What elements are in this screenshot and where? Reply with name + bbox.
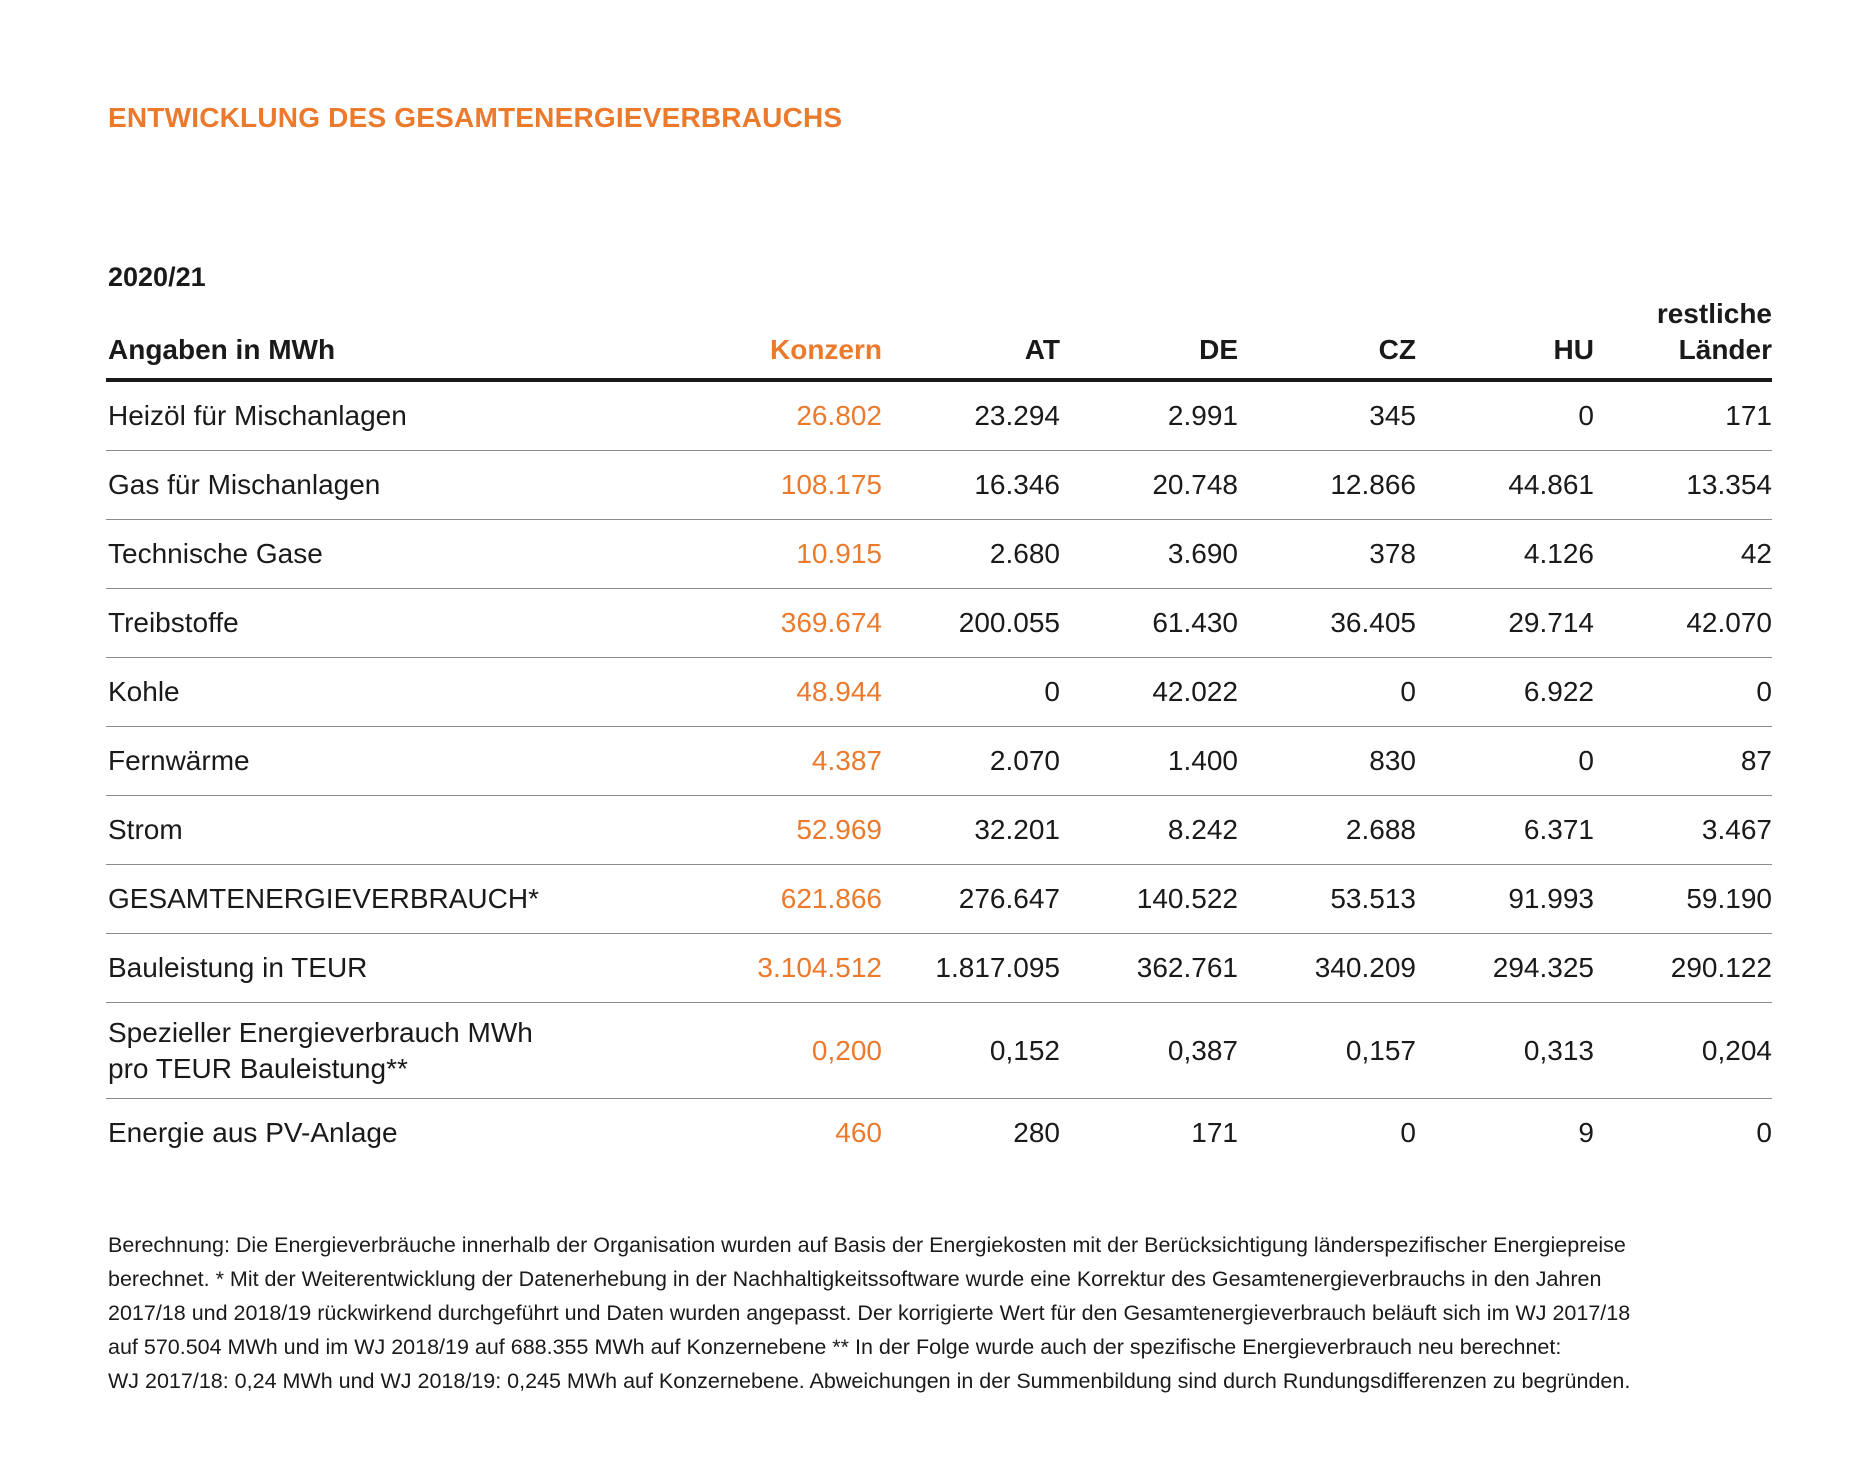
row-label: Heizöl für Mischanlagen xyxy=(106,380,634,451)
cell-cz: 36.405 xyxy=(1238,589,1416,658)
table-row xyxy=(106,727,1772,796)
cell-at: 32.201 xyxy=(882,796,1060,865)
cell-de: 171 xyxy=(1191,1117,1238,1148)
cell-de: 8.242 xyxy=(1060,796,1238,865)
cell-rest: 290.122 xyxy=(1594,934,1772,1003)
row-label: Treibstoffe xyxy=(106,589,634,658)
cell-at: 23.294 xyxy=(882,380,1060,451)
cell-cz: 12.866 xyxy=(1238,451,1416,520)
cell-hu: 9 xyxy=(1578,1117,1594,1148)
header-cz: CZ xyxy=(1238,296,1416,380)
cell-cz: 0,157 xyxy=(1238,1003,1416,1099)
cell-cz: 2.688 xyxy=(1238,796,1416,865)
cell-de: 140.522 xyxy=(1060,865,1238,934)
cell-at: 0,152 xyxy=(882,1003,1060,1099)
cell-de: 362.761 xyxy=(1060,934,1238,1003)
cell-konzern: 108.175 xyxy=(634,451,882,520)
cell-at: 1.817.095 xyxy=(882,934,1060,1003)
footnote-line: 2017/18 und 2018/19 rückwirkend durchgeführt und Daten wurden angepasst. Der korrigierte Wert für den Gesamtenergieverbrauch beläuft sich im WJ 2017/18 xyxy=(108,1301,1631,1325)
header-hu: HU xyxy=(1416,296,1594,380)
footnote-line: Berechnung: Die Energieverbräuche innerhalb der Organisation wurden auf Basis der Energiekosten mit der Berücksichtigung länderspezifischer Energiepreise xyxy=(108,1233,1626,1257)
footnote-line: WJ 2017/18: 0,24 MWh und WJ 2018/19: 0,245 MWh auf Konzernebene. Abweichungen in der Summenbildung sind durch Rundungsdifferenzen zu begründen. xyxy=(108,1369,1631,1393)
cell-cz: 0 xyxy=(1238,658,1416,727)
cell-de: 1.400 xyxy=(1060,727,1238,796)
table-row xyxy=(106,380,1772,451)
cell-de: 2.991 xyxy=(1060,380,1238,451)
table-row xyxy=(106,934,1772,1003)
row-label: Bauleistung in TEUR xyxy=(106,934,634,1003)
row-label xyxy=(106,1003,634,1099)
footnote xyxy=(108,1228,1788,1398)
cell-hu: 0,313 xyxy=(1416,1003,1594,1099)
table-row xyxy=(106,658,1772,727)
header-rest-line1: restliche xyxy=(1656,298,1772,329)
table-row xyxy=(106,451,1772,520)
cell-cz: 53.513 xyxy=(1238,865,1416,934)
row-label: Fernwärme xyxy=(106,727,634,796)
cell-cz: 830 xyxy=(1238,727,1416,796)
header-unit-label: Angaben in MWh xyxy=(106,296,634,380)
cell-at: 2.070 xyxy=(882,727,1060,796)
cell-at: 276.647 xyxy=(882,865,1060,934)
page-title: ENTWICKLUNG DES GESAMTENERGIEVERBRAUCHS xyxy=(108,102,843,133)
row-label-line1: Spezieller Energieverbrauch MWh xyxy=(108,1016,533,1048)
cell-de: 3.690 xyxy=(1060,520,1238,589)
cell-rest: 171 xyxy=(1594,380,1772,451)
cell-hu: 91.993 xyxy=(1416,865,1594,934)
cell-hu: 4.126 xyxy=(1416,520,1594,589)
table-row xyxy=(106,865,1772,934)
cell-hu: 44.861 xyxy=(1416,451,1594,520)
footnote-line: berechnet. * Mit der Weiterentwicklung der Datenerhebung in der Nachhaltigkeitssoftware wurde eine Korrektur des Gesamtenergieverbrauchs in den Jahren xyxy=(108,1267,1602,1291)
table-header-row xyxy=(106,296,1772,380)
cell-cz: 0 xyxy=(1400,1117,1416,1148)
cell-rest: 59.190 xyxy=(1594,865,1772,934)
cell-konzern: 10.915 xyxy=(634,520,882,589)
header-at: AT xyxy=(882,296,1060,380)
row-label: Technische Gase xyxy=(106,520,634,589)
header-konzern: Konzern xyxy=(634,296,882,380)
row-label: GESAMTENERGIEVERBRAUCH* xyxy=(106,865,634,934)
cell-rest: 13.354 xyxy=(1594,451,1772,520)
cell-at: 16.346 xyxy=(882,451,1060,520)
header-de: DE xyxy=(1060,296,1238,380)
cell-rest: 42 xyxy=(1594,520,1772,589)
cell-konzern: 369.674 xyxy=(634,589,882,658)
cell-hu: 6.922 xyxy=(1416,658,1594,727)
cell-de: 61.430 xyxy=(1060,589,1238,658)
cell-rest: 0,204 xyxy=(1594,1003,1772,1099)
row-label: Kohle xyxy=(106,658,634,727)
row-label: Gas für Mischanlagen xyxy=(106,451,634,520)
table-row xyxy=(106,589,1772,658)
cell-rest: 0 xyxy=(1594,658,1772,727)
table-row xyxy=(106,1099,1772,1168)
cell-konzern: 48.944 xyxy=(634,658,882,727)
cell-at: 280 xyxy=(1013,1117,1060,1148)
cell-cz: 378 xyxy=(1238,520,1416,589)
cell-cz: 340.209 xyxy=(1238,934,1416,1003)
cell-rest: 3.467 xyxy=(1594,796,1772,865)
table-row xyxy=(106,796,1772,865)
cell-hu: 294.325 xyxy=(1416,934,1594,1003)
row-label: Strom xyxy=(106,796,634,865)
cell-konzern: 3.104.512 xyxy=(634,934,882,1003)
cell-konzern: 460 xyxy=(835,1117,882,1148)
cell-at: 200.055 xyxy=(882,589,1060,658)
cell-konzern: 0,200 xyxy=(634,1003,882,1099)
table-row xyxy=(106,1003,1772,1099)
row-label-line2: pro TEUR Bauleistung** xyxy=(108,1052,408,1084)
cell-rest: 42.070 xyxy=(1594,589,1772,658)
energy-consumption-table xyxy=(106,296,1772,1167)
cell-hu: 0 xyxy=(1416,380,1594,451)
cell-konzern: 621.866 xyxy=(634,865,882,934)
cell-konzern: 4.387 xyxy=(634,727,882,796)
cell-at: 0 xyxy=(882,658,1060,727)
table-row xyxy=(106,520,1772,589)
row-label: Energie aus PV-Anlage xyxy=(108,1117,398,1148)
year-label: 2020/21 xyxy=(108,262,206,292)
cell-konzern: 52.969 xyxy=(634,796,882,865)
cell-hu: 0 xyxy=(1416,727,1594,796)
footnote-line: auf 570.504 MWh und im WJ 2018/19 auf 688.355 MWh auf Konzernebene ** In der Folge wurde auch der spezifische Energieverbrauch neu berechnet: xyxy=(108,1335,1562,1359)
cell-rest: 0 xyxy=(1756,1117,1772,1148)
cell-de: 0,387 xyxy=(1060,1003,1238,1099)
header-rest-line2: Länder xyxy=(1678,334,1772,365)
cell-hu: 6.371 xyxy=(1416,796,1594,865)
cell-hu: 29.714 xyxy=(1416,589,1594,658)
cell-cz: 345 xyxy=(1238,380,1416,451)
cell-de: 42.022 xyxy=(1060,658,1238,727)
cell-de: 20.748 xyxy=(1060,451,1238,520)
cell-at: 2.680 xyxy=(882,520,1060,589)
header-rest xyxy=(1594,296,1772,380)
cell-rest: 87 xyxy=(1594,727,1772,796)
cell-konzern: 26.802 xyxy=(634,380,882,451)
